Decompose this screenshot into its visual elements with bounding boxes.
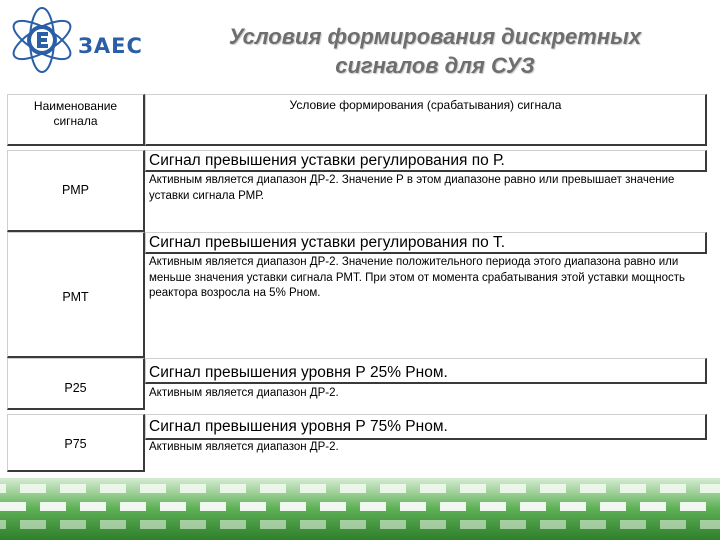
condition-description: Активным является диапазон ДР-2. (149, 441, 339, 453)
signal-name-cell (7, 358, 145, 410)
title-line-2: сигналов для СУЗ (335, 53, 535, 78)
page-title (150, 22, 720, 80)
signal-name-cell (7, 150, 145, 232)
signal-name: Р75 (64, 437, 87, 451)
condition-title: Сигнал превышения уставки регулирования по Т. (149, 234, 506, 251)
condition-description: Активным является диапазон ДР-2. Значение положительного периода этого диапазона равно или меньше значения уставки сигнала РМТ. При этом от момента срабатывания этой уставки мощность реактора возросла на 5% Рном. (149, 256, 686, 299)
signal-name-cell (7, 414, 145, 472)
column-header-condition-label: Условие формирования (срабатывания) сигнала (289, 98, 562, 112)
logo-text: ЗАЕС (78, 34, 143, 58)
condition-title: Сигнал превышения уровня Р 25% Рном. (149, 364, 448, 381)
column-header-condition (145, 94, 707, 146)
signal-name: РМР (62, 183, 89, 197)
signal-name-cell (7, 232, 145, 358)
atom-emblem-icon (6, 4, 76, 78)
decorative-checkered-band (0, 478, 720, 540)
title-line-1: Условия формирования дискретных (228, 24, 642, 49)
condition-description: Активным является диапазон ДР-2. Значение Р в этом диапазоне равно или превышает значение уставки сигнала РМР. (149, 174, 675, 202)
column-header-name-label: Наименование сигнала (33, 99, 118, 128)
signal-name: Р25 (64, 381, 87, 395)
column-header-name (7, 94, 145, 146)
condition-title: Сигнал превышения уровня Р 75% Рном. (149, 418, 448, 435)
signal-name: РМТ (62, 290, 89, 304)
company-logo (6, 4, 146, 78)
condition-description: Активным является диапазон ДР-2. (149, 387, 339, 399)
condition-title: Сигнал превышения уставки регулирования по Р. (149, 152, 505, 169)
